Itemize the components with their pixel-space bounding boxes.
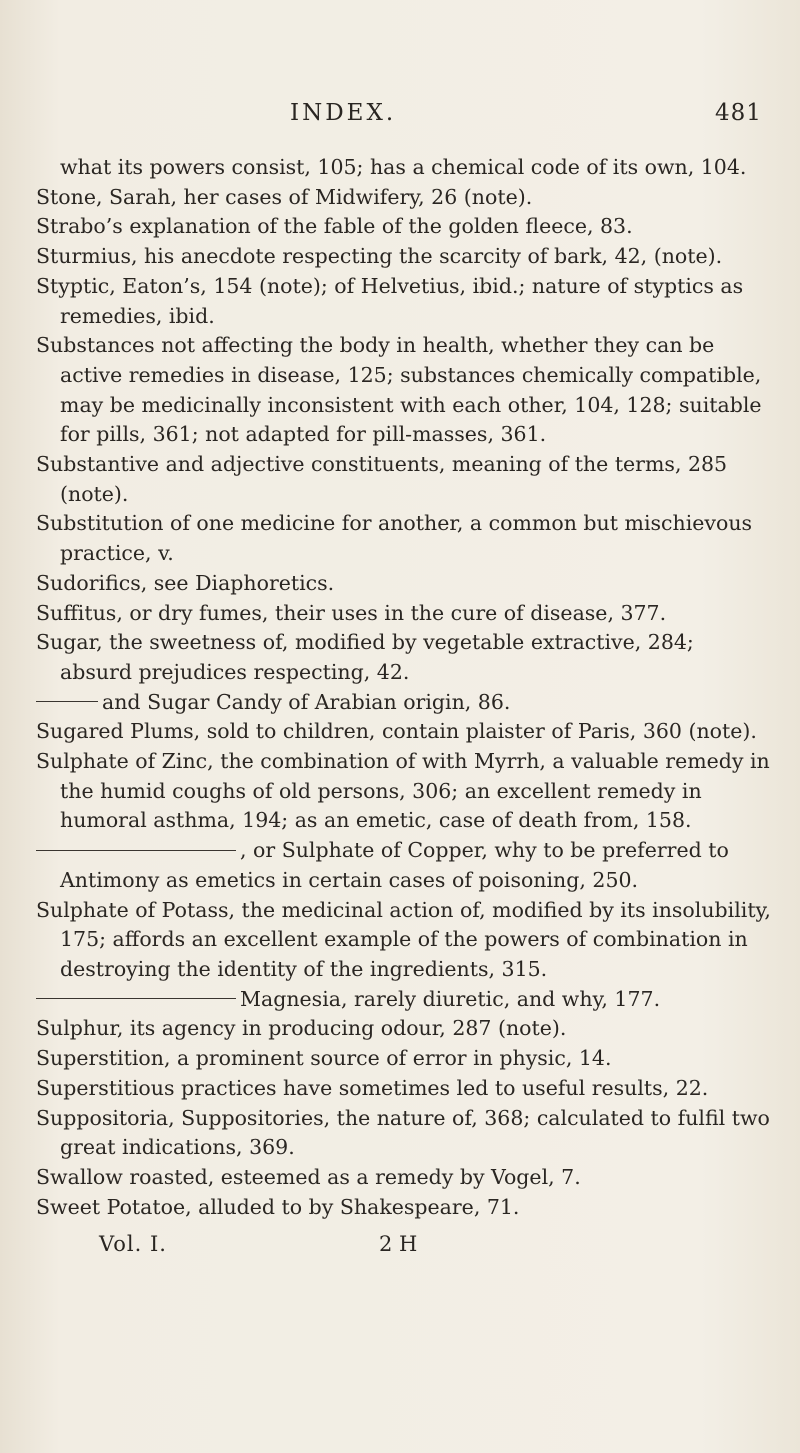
running-title: INDEX. xyxy=(290,100,397,126)
index-entry: Sudorifics, see Diaphoretics. xyxy=(36,570,335,595)
index-entry: Suffitus, or dry fumes, their uses in the cure of disease, 377. xyxy=(36,600,667,625)
index-entry-continuation: what its powers consist, 105; has a chemical code of its own, 104. xyxy=(60,155,747,179)
index-entry: Substitution of one medicine for another, a common but mischievous practice, v. xyxy=(36,511,753,566)
index-subentry-text: and Sugar Candy of Arabian origin, 86. xyxy=(102,689,511,714)
index-entry: Sweet Potatoe, alluded to by Shakespeare, 71. xyxy=(36,1194,520,1219)
volume-label: Vol. I. xyxy=(99,1232,167,1256)
running-head xyxy=(0,100,800,140)
ditto-rule xyxy=(36,701,98,702)
index-subentry xyxy=(36,985,771,1015)
signature-mark: 2 H xyxy=(379,1232,418,1256)
index-entry: Stone, Sarah, her cases of Midwifery, 26 (note). xyxy=(36,184,533,209)
ditto-rule xyxy=(36,850,236,851)
index-entry: Strabo’s explanation of the fable of the golden fleece, 83. xyxy=(36,214,633,239)
index-entry: Suppositoria, Suppositories, the nature of, 368; calculated to fulfil two great indications, 369. xyxy=(36,1105,770,1160)
index-entry: Superstition, a prominent source of error in physic, 14. xyxy=(36,1046,612,1071)
index-entry: Superstitious practices have sometimes led to useful results, 22. xyxy=(36,1075,709,1100)
index-entry: Substances not affecting the body in health, whether they can be active remedies in disease, 125; substances chemically compatible, may be medicinally inconsistent with each other, 104, 128; suitable for pills, 361; not adapted for pill-masses, 361. xyxy=(36,333,762,447)
index-entries xyxy=(36,153,771,1222)
index-entry: Sturmius, his anecdote respecting the scarcity of bark, 42, (note). xyxy=(36,244,723,269)
index-subentry-text: Magnesia, rarely diuretic, and why, 177. xyxy=(240,986,661,1011)
index-entry: Sulphate of Potass, the medicinal action of, modified by its insolubility, 175; affords an excellent example of the powers of combination in destroying the identity of the ingredients, 315. xyxy=(36,897,771,981)
page-number: 481 xyxy=(715,100,762,126)
index-subentry-text: , or Sulphate of Copper, why to be preferred to Antimony as emetics in certain cases of poisoning, 250. xyxy=(60,838,729,892)
index-subentry xyxy=(36,688,771,718)
index-entry: Sugar, the sweetness of, modified by vegetable extractive, 284; absurd prejudices respecting, 42. xyxy=(36,630,694,684)
index-entry: Substantive and adjective constituents, meaning of the terms, 285 (note). xyxy=(36,452,728,506)
index-entry: Sulphate of Zinc, the combination of with Myrrh, a valuable remedy in the humid coughs of old persons, 306; an excellent remedy in humoral asthma, 194; as an emetic, case of death from, 158. xyxy=(36,749,770,833)
index-entry: Sulphur, its agency in producing odour, 287 (note). xyxy=(36,1016,567,1041)
index-entry: Styptic, Eaton’s, 154 (note); of Helvetius, ibid.; nature of styptics as remedies, ibid. xyxy=(36,273,744,328)
index-entry: Sugared Plums, sold to children, contain plaister of Paris, 360 (note). xyxy=(36,719,757,744)
index-subentry xyxy=(36,836,771,895)
ditto-rule xyxy=(36,998,236,999)
index-entry: Swallow roasted, esteemed as a remedy by Vogel, 7. xyxy=(36,1164,581,1189)
